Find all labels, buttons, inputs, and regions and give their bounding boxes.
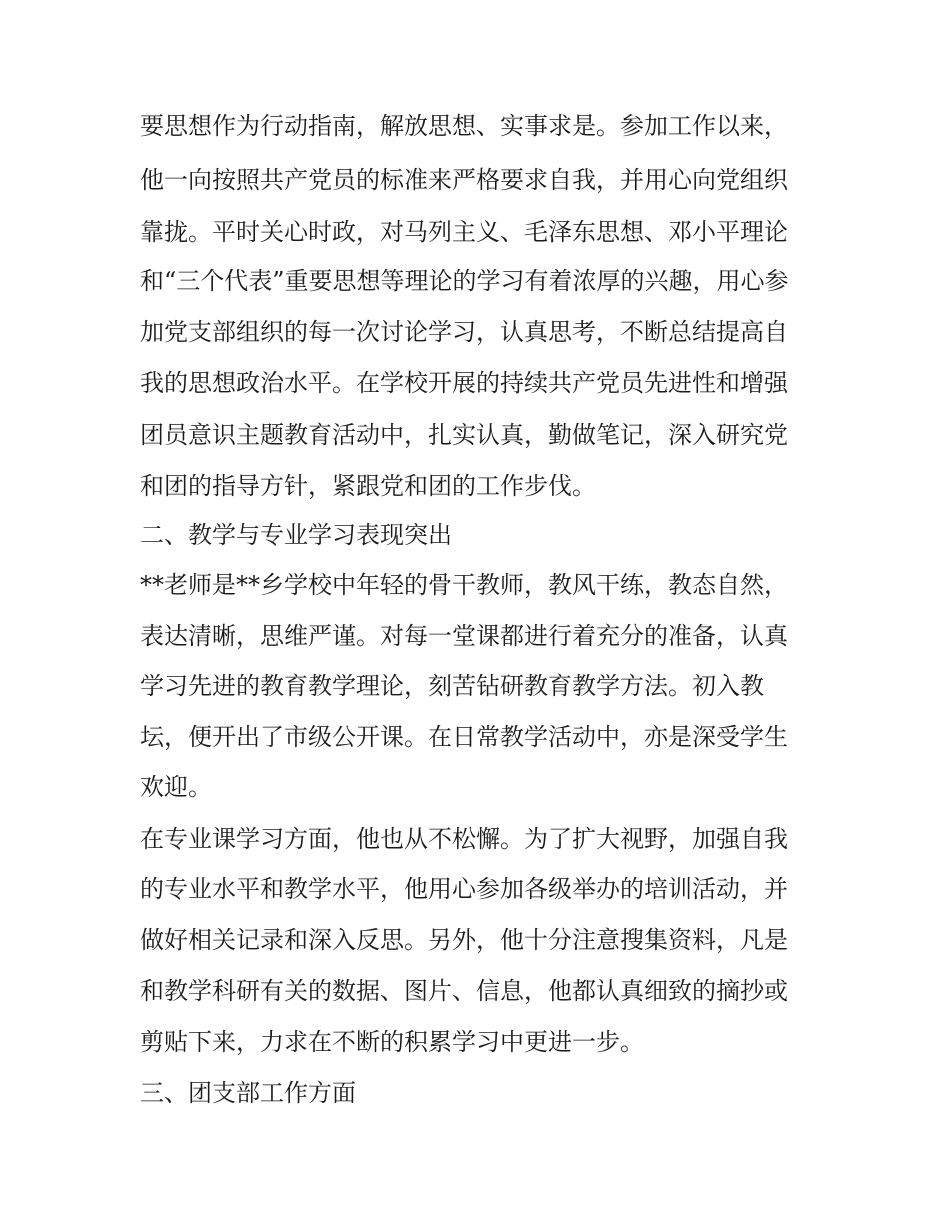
text-line: 坛，便开出了市级公开课。在日常教学活动中，亦是深受学生 [140, 723, 788, 751]
text-line: 要思想作为行动指南，解放思想、实事求是。参加工作以来， [140, 112, 788, 140]
text-line: 表达清晰，思维严谨。对每一堂课都进行着充分的准备，认真 [140, 622, 788, 650]
text-line: 他一向按照共产党员的标准来严格要求自我，并用心向党组织 [140, 166, 788, 194]
text-line: 学习先进的教育教学理论，刻苦钻研教育教学方法。初入教 [140, 672, 764, 700]
text-line: 剪贴下来，力求在不断的积累学习中更进一步。 [140, 1028, 644, 1056]
text-line: 在专业课学习方面，他也从不松懈。为了扩大视野，加强自我 [140, 825, 788, 853]
text-line: 做好相关记录和深入反思。另外，他十分注意搜集资料，凡是 [140, 926, 788, 954]
section-heading: 二、教学与专业学习表现突出 [140, 521, 452, 549]
text-line: 的专业水平和教学水平，他用心参加各级举办的培训活动，并 [140, 875, 788, 903]
text-line: 欢迎。 [140, 773, 212, 801]
section-heading: 三、团支部工作方面 [140, 1079, 356, 1107]
text-line: **老师是**乡学校中年轻的骨干教师，教风干练，教态自然， [140, 571, 788, 599]
text-line: 和“三个代表”重要思想等理论的学习有着浓厚的兴趣，用心参 [140, 267, 789, 295]
text-line: 团员意识主题教育活动中，扎实认真，勤做笔记，深入研究党 [140, 421, 788, 449]
text-line: 和团的指导方针，紧跟党和团的工作步伐。 [140, 472, 596, 500]
text-line: 我的思想政治水平。在学校开展的持续共产党员先进性和增强 [140, 369, 788, 397]
text-line: 靠拢。平时关心时政，对马列主义、毛泽东思想、邓小平理论 [140, 218, 788, 246]
text-line: 加党支部组织的每一次讨论学习，认真思考，不断总结提高自 [140, 318, 788, 346]
text-line: 和教学科研有关的数据、图片、信息，他都认真细致的摘抄或 [140, 977, 788, 1005]
